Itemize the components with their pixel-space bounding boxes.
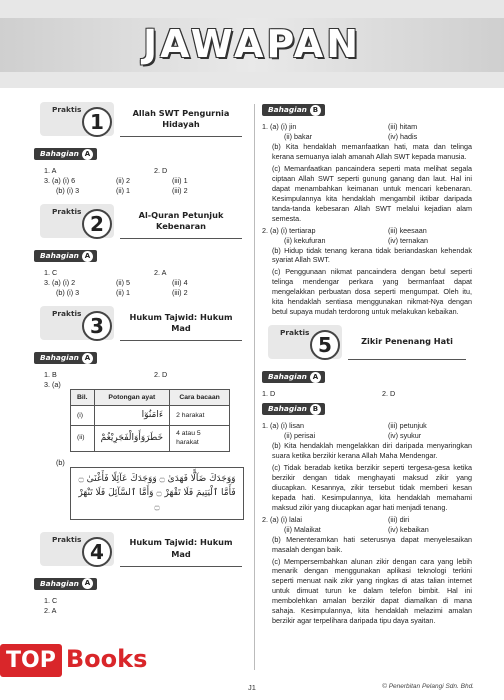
praktis-1-header xyxy=(34,102,248,136)
answer-row xyxy=(34,457,248,467)
bahagian-badge xyxy=(34,578,97,590)
answer-row xyxy=(262,515,472,525)
arabic-line: فَأَمَّا ٱلْيَتِيمَ فَلَا تَقْهَرْ ۝ وَأَمَّا ٱلسَّآئِلَ فَلَا تَنْهَرْ ۝ xyxy=(78,487,236,513)
praktis-label: Praktis xyxy=(52,534,82,544)
answer: (ii) bakar xyxy=(284,132,312,141)
answer-paragraph: (c) Mempersembahkan alunan zikir dengan cara yang lebih menarik dengan menggunakan aplikasi teknologi terkini seperti menuat naik zikir yang ringkas di atas talian internet untuk dimuat turun ke dalam telefon bimbit. Hal ini membolehkan amalan berzikir dapat diamalkan di mana sahaja. Kesimpulannya, kita hendaklah melazimi amalan berzikir agar terpelihara daripada tipu daya syaitan. xyxy=(272,556,472,626)
bahagian-letter: A xyxy=(82,149,93,160)
bahagian-badge xyxy=(34,352,97,364)
right-column xyxy=(262,100,472,628)
header-banner xyxy=(0,0,504,88)
answer: 2. D xyxy=(382,389,396,399)
answer: 1. C xyxy=(44,595,58,605)
table-header: Bil. xyxy=(71,390,95,406)
bahagian-letter: B xyxy=(310,404,321,415)
answer-paragraph: (c) Penggunaan nikmat pancaindera dengan betul seperti telinga mendengar perkara yang bermanfaat dapat mengelakkan perbuatan dosa seperti mengumpat. Oleh itu, kita hendaklah sentiasa menggunakan nikmat-Nya dengan betul supaya mudah terdorong untuk melakukan kebaikan. xyxy=(272,267,472,317)
bahagian-letter: B xyxy=(310,105,321,116)
answer: (ii) 2 xyxy=(116,176,130,185)
watermark-top: TOP xyxy=(0,644,62,677)
bahagian-label: Bahagian xyxy=(268,371,307,381)
bahagian-letter: A xyxy=(310,372,321,383)
bahagian-label: Bahagian xyxy=(40,578,79,588)
table-row xyxy=(71,406,230,425)
answer: 1. (a) (i) jin xyxy=(262,122,297,131)
praktis-title: Allah SWT Pengurnia Hidayah xyxy=(120,102,242,137)
answer-row xyxy=(34,278,248,288)
bahagian-badge xyxy=(262,403,325,415)
answer: (iii) hitam xyxy=(388,122,418,131)
answer-row xyxy=(34,596,248,606)
answer: (ii) 1 xyxy=(116,186,130,195)
answer-row xyxy=(34,176,248,186)
answer: 1. B xyxy=(44,370,57,379)
praktis-4-header xyxy=(34,532,248,566)
answer: (iii) petunjuk xyxy=(388,421,427,431)
answer: 2. (a) (i) lalai xyxy=(262,514,302,524)
arabic-line: وَوَجَدَكَ ضَآلًّا فَهَدَىٰ ۝ وَوَجَدَكَ عَآئِلًا فَأَغْنَىٰ ۝ xyxy=(78,473,236,484)
table-cell: 4 atau 5 harakat xyxy=(170,425,230,451)
answer: (ii) 5 xyxy=(116,278,130,287)
question-label: 3. (a) xyxy=(44,380,61,389)
page-number: J1 xyxy=(248,683,256,692)
bahagian-badge xyxy=(262,371,325,383)
answer: 1. C xyxy=(44,268,58,277)
praktis-label: Praktis xyxy=(280,328,310,338)
bahagian-badge xyxy=(34,250,97,262)
bahagian-badge xyxy=(34,148,97,160)
column-divider xyxy=(254,104,255,670)
answer-row xyxy=(262,389,472,399)
bahagian-label: Bahagian xyxy=(40,250,79,260)
bahagian-badge xyxy=(262,104,325,116)
answer: (iv) syukur xyxy=(388,431,422,441)
answer-row xyxy=(34,186,248,196)
answer: 1. A xyxy=(44,166,57,175)
answer: (iv) kebaikan xyxy=(388,524,429,534)
table-row xyxy=(71,425,230,451)
answer: 1. (a) (i) lisan xyxy=(262,421,304,431)
table-cell-arabic: خَطَرَوَأَوَالْفَجَرِيْغُمْ xyxy=(94,425,170,451)
answer: (iii) 2 xyxy=(172,288,188,297)
answer: 2. D xyxy=(154,166,168,175)
praktis-label: Praktis xyxy=(52,309,82,318)
answer: (ii) kekufuran xyxy=(284,235,326,245)
answer-row xyxy=(34,268,248,278)
bahagian-label: Bahagian xyxy=(40,352,79,362)
praktis-title: Al-Quran Petunjuk Kebenaran xyxy=(120,204,242,239)
answer: 2. A xyxy=(44,605,57,615)
answer: 2. A xyxy=(154,268,167,277)
answer-paragraph: (b) Kita hendaklah memanfaatkan hati, mata dan telinga kerana semuanya ialah amanah Allah SWT kepada manusia. xyxy=(272,142,472,161)
answer: (iii) diri xyxy=(388,514,410,524)
answer-paragraph: (b) Hidup tidak tenang kerana tidak beriandaskan kehendak syariat Allah SWT. xyxy=(272,245,472,265)
answer: (iii) 4 xyxy=(172,278,188,287)
praktis-number: 1 xyxy=(82,107,112,137)
bahagian-label: Bahagian xyxy=(40,148,79,158)
answer-row xyxy=(262,421,472,431)
answer-row xyxy=(34,380,248,389)
page-title: JAWAPAN xyxy=(142,22,362,66)
answer-row xyxy=(262,226,472,236)
table-cell-arabic: ءَامَنُوٓا xyxy=(94,406,170,425)
answer: (iii) 1 xyxy=(172,176,188,185)
answer: (iii) 2 xyxy=(172,186,188,195)
answer: (b) (i) 3 xyxy=(56,288,80,297)
arabic-verses xyxy=(70,467,244,520)
answer: (ii) Malaikat xyxy=(284,524,321,534)
answer-row xyxy=(262,236,472,246)
answer: (ii) perisai xyxy=(284,431,316,441)
answer-row xyxy=(34,606,248,616)
praktis-number: 3 xyxy=(82,311,112,341)
answer: 3. (a) (i) 2 xyxy=(44,278,76,287)
topbooks-watermark xyxy=(0,644,147,677)
answer: 2. D xyxy=(154,370,168,379)
answer-paragraph: (c) Tidak beradab ketika berzikir seperti tergesa-gesa ketika berzikir dengan tidak menghayati maksud zikir yang diucapkan. Kesannya, zikir tersebut tidak memberi kesan kepada hati. Kesimpulannya, kita hendaklah memahami maksud zikir yang diucapkan agar hati menjadi tenang. xyxy=(272,462,472,512)
answer-row xyxy=(262,132,472,142)
bahagian-letter: A xyxy=(82,251,93,262)
table-cell: 2 harakat xyxy=(170,406,230,425)
table-header-row xyxy=(71,390,230,406)
tajwid-table xyxy=(70,389,230,452)
answer: 2. (a) (i) tertiarap xyxy=(262,225,316,235)
praktis-title: Hukum Tajwid: Hukum Mad xyxy=(120,532,242,567)
answer: (ii) 1 xyxy=(116,288,130,297)
answer: (iv) ternakan xyxy=(388,235,428,245)
answer: (iii) keesaan xyxy=(388,225,427,235)
answer-row xyxy=(262,122,472,132)
answer-row xyxy=(262,431,472,441)
answer-paragraph: (b) Kita hendaklah mengelakkan diri daripada menyaringkan suara ketika berzikir kerana Allah Maha Mendengar. xyxy=(272,441,472,460)
answer: (b) (i) 3 xyxy=(56,186,80,195)
answer: 1. D xyxy=(262,389,276,399)
answer: 3. (a) (i) 6 xyxy=(44,176,76,185)
answer-row xyxy=(34,288,248,298)
praktis-5-header xyxy=(262,325,472,359)
bahagian-letter: A xyxy=(82,578,93,589)
table-header: Cara bacaan xyxy=(170,390,230,406)
praktis-number: 4 xyxy=(82,537,112,567)
answer-paragraph: (c) Memanfaatkan pancaindera seperti mata melihat segala ciptaan Allah SWT seperti gunung ganang dan laut. Hal ini dapat menambahkan keimanan untuk mencari kebenaran. Kesimpulannya kita hendaklah mengambil iktibar daripada tanda-tanda kebesaran Allah SWT melalui kejadian alam semesta. xyxy=(272,163,472,223)
answer-row xyxy=(262,525,472,535)
answer-row xyxy=(34,370,248,380)
praktis-title: Hukum Tajwid: Hukum Mad xyxy=(120,306,242,341)
answer: (iv) hadis xyxy=(388,132,418,141)
publisher-credit: © Penerbitan Pelangi Sdn. Bhd. xyxy=(382,683,474,690)
watermark-books: Books xyxy=(65,645,148,673)
praktis-2-header xyxy=(34,204,248,238)
bahagian-label: Bahagian xyxy=(268,104,307,114)
praktis-label: Praktis xyxy=(52,105,82,114)
praktis-title: Zikir Penenang Hati xyxy=(348,325,466,360)
table-header: Potongan ayat xyxy=(94,390,170,406)
praktis-number: 2 xyxy=(82,209,112,239)
question-label: (b) xyxy=(56,457,65,467)
praktis-label: Praktis xyxy=(52,207,82,216)
table-cell: (i) xyxy=(71,406,95,425)
bahagian-letter: A xyxy=(82,353,93,364)
answer-row xyxy=(34,166,248,176)
table-cell: (ii) xyxy=(71,425,95,451)
left-column xyxy=(34,100,248,616)
answer-paragraph: (b) Menenteramkan hati seterusnya dapat menyelesaikan masalah dengan baik. xyxy=(272,534,472,554)
bahagian-label: Bahagian xyxy=(268,403,307,413)
praktis-3-header xyxy=(34,306,248,340)
praktis-number: 5 xyxy=(310,330,340,360)
